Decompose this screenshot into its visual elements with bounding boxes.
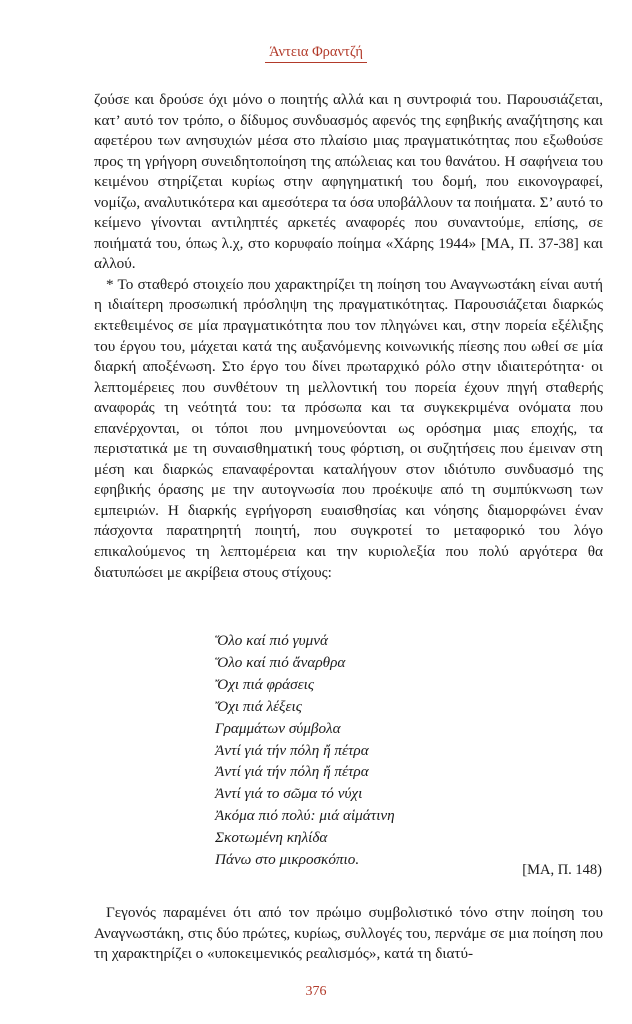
poem-line: Ὄχι πιά φράσεις: [215, 675, 315, 693]
poem-line: Ὅλο καί πιό γυμνά: [215, 632, 328, 649]
paragraph: * Το σταθερό στοιχείο που χαρακτηρίζει τη ποίηση του Αναγνωστάκη είναι αυτή η ιδιαίτερη προσωπική πρόσληψη της πραγματικότητας. Παρουσιάζεται διαρκώς εκτεθειμένος σε μία πραγματικότητα που τον πληγώνει και, στην πορεία εξέλιξης του έργου του, μάχεται κατά της αυξανόμενης κοινωνικής πίεσης που ωθεί σε μία διαρκή αποξένωση. Στο έργο του δίνει πρωταρχικό ρόλο στην ιδιαιτερότητα· οι λεπτομέρειες που συνθέτουν τη μελλοντική του πορεία έχουν πηγή σταθερής αναφοράς τη νεότητά του: τα πρόσωπα και τα συγκεκριμένα ονόματα που επανέρχονται, οι τόποι που μνημονεύονται ως ορόσημα μιας εποχής, τα περιστατικά με τη συναισθηματική τους φόρτιση, οι συζητήσεις που έμειναν στη μέση και διαρκώς επαναφέρονται καταλήγουν στον ιδιότυπο συνδυασμό της εφηβικής όρασης με την αυτογνωσία που προέκυψε από τη συμπύκνωση των εμπειριών. Η διαρκής εγρήγορση ευαισθησίας και νόησης διαμορφώνει έναν πάσχοντα παρατηρητή ποιητή, που συγκροτεί το μεταφορικό του λόγο επικαλούμενος τη λεπτομέρεια και την κυριολεξία που πολύ αργότερα θα διατυπώσει με ακρίβεια στους στίχους:: [94, 275, 603, 581]
poem-quotation: [215, 630, 395, 871]
poem-line: Ὄχι πιά λέξεις: [215, 697, 302, 715]
page-number: 376: [305, 984, 327, 999]
poem-line: Ἀκόμα πιό πολύ: μιά αἱμάτινη: [215, 807, 395, 825]
poem-line: Ἀντί γιά το σῶμα τό νύχι: [215, 785, 363, 803]
body-text-continued: [94, 903, 603, 965]
paragraph: Γεγονός παραμένει ότι από τον πρώιμο συμβολιστικό τόνο στην ποίηση του Αναγνωστάκη, στις δύο πρώτες, κυρίως, συλλογές του, περνάμε σε μια ποίηση που τη χαρακτηρίζει ο «υποκειμενικός ρεαλισμός», κατά τη διατύ-: [94, 904, 603, 963]
running-header: [0, 44, 632, 63]
poem-line: Πάνω στο μικροσκόπιο.: [215, 851, 360, 869]
poem-line: Ἀντί γιά τήν πόλη ἤ πέτρα: [215, 741, 369, 759]
poem-line: Σκοτωμένη κηλίδα: [215, 829, 328, 847]
poem-line: Γραμμάτων σύμβολα: [215, 719, 341, 737]
body-text: [94, 90, 603, 583]
poem-line: Ἀντί γιά τήν πόλη ἤ πέτρα: [215, 763, 369, 781]
paragraph: ζούσε και δρούσε όχι μόνο ο ποιητής αλλά και η συντροφιά του. Παρουσιάζεται, κατ’ αυτό τον τρόπο, ο δίδυμος συνδυασμός αφενός της εφηβικής αναζήτησης και αφετέρου των ανησυχιών μέσα στο πλαίσιο μιας πραγματικότητας που εξωθούσε προς τη γρήγορη συνειδητοποίηση της απώλειας και του θανάτου. Η σαφήνεια του κειμένου στηρίζεται κυρίως στην αφηγηματική του δομή, που εικονογραφεί, νομίζω, αναλυτικότερα και αμεσότερα τα όσα υποβάλλουν τα ποιήματα. Σ’ αυτό το κείμενο γίνονται αντιληπτές αρκετές αναφορές που συναντούμε, επίσης, σε ποιήματά του, όπως λ.χ, στο κορυφαίο ποίημα «Χάρης 1944» [ΜΑ, Π. 37-38] και αλλού.: [94, 91, 603, 273]
author-name: Άντεια Φραντζή: [265, 44, 367, 63]
poem-citation: [ΜΑ, Π. 148): [522, 862, 602, 878]
poem-line: Ὅλο καί πιό ἄναρθρα: [215, 653, 346, 671]
